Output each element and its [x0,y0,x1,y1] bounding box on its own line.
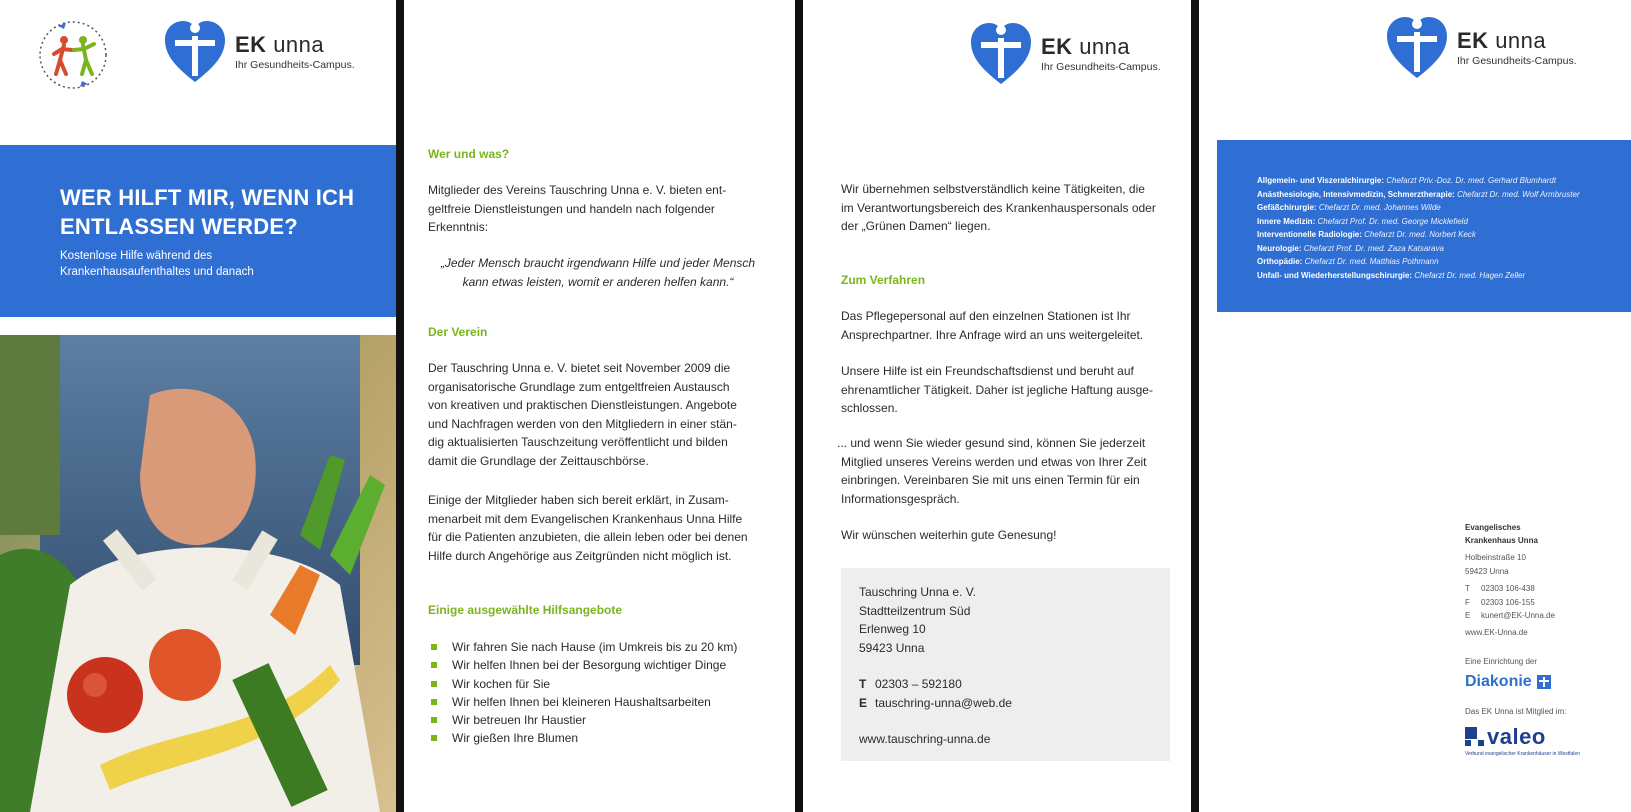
contact-email-row [859,694,1012,713]
chief-physician: Chefarzt Prof. Dr. med. George Micklefield [1317,216,1468,226]
department-row [1257,188,1580,202]
hospital-email-row [1465,609,1580,623]
department-row [1257,215,1580,229]
heart-cross-icon [969,20,1033,86]
valeo-mark-icon [1465,727,1485,747]
headline-line-2: ENTLASSEN WERDE? [60,214,298,239]
procedure-paragraph [841,307,1143,344]
department-row [1257,242,1580,256]
hospital-street: Holbeinstraße 10 [1465,553,1526,562]
verein-line: dig aktualisierten Tauschzeitung veröffentlicht und bilden [428,435,728,449]
hospital-address [1465,522,1580,757]
offers-list [428,638,737,748]
contact-phone: 02303 – 592180 [875,677,962,691]
list-item: Wir helfen Ihnen bei der Besorgung wichtiger Dinge [428,656,737,674]
list-item: Wir fahren Sie nach Hause (im Umkreis bis zu 20 km) [428,638,737,656]
paragraph-line: Mitglied unseres Vereins werden und etwas von Ihrer Zeit [841,454,1147,469]
hospital-fax-row [1465,596,1580,610]
procedure-panel [803,0,1191,812]
list-item: Wir betreuen Ihr Haustier [428,711,737,729]
members-line: Hilfe durch Angehörige aus Zeitgründen nicht möglich ist. [428,548,732,563]
members-line: Einige der Mitglieder haben sich bereit erklärt, in Zusam- [428,493,729,507]
members-line: menarbeit mit dem Evangelischen Krankenhaus Unna Hilfe [428,511,743,526]
tagline: Ihr Gesundheits-Campus. [235,58,355,71]
members-paragraph [428,491,748,565]
hospital-email[interactable]: kunert@EK-Unna.de [1481,611,1555,620]
email-label: E [1465,611,1471,620]
fax-label: F [1465,597,1470,607]
intro-paragraph [428,181,726,237]
info-panel [404,0,795,812]
intro-line: Erkenntnis: [428,220,489,234]
ek-unna-logo [163,18,355,84]
department-row [1257,174,1580,188]
contact-street: Erlenweg 10 [859,622,926,636]
department-name: Unfall- und Wiederherstellungschirurgie: [1257,270,1413,280]
heading-offers: Einige ausgewählte Hilfsangebote [428,603,623,617]
verein-line: von kreativen und praktischen Dienstleistungen. Angebote [428,398,737,412]
brand-light: unna [1079,33,1131,59]
contact-name: Tauschring Unna e. V. [859,585,976,599]
list-item: Wir gießen Ihre Blumen [428,729,737,747]
paragraph-line: der „Grünen Damen“ liegen. [841,219,991,233]
verein-line: damit die Grundlage der Zeittauschbörse. [428,453,649,468]
chief-physician: Chefarzt Dr. med. Norbert Keck [1364,230,1476,239]
verein-line: organisatorische Grundlage zum entgeltfreien Austausch [428,379,730,394]
chief-physician: Chefarzt Dr. med. Johannes Wilde [1318,203,1441,212]
brand-light: unna [273,31,325,57]
paragraph-line: im Verantwortungsbereich des Krankenhauspersonals oder [841,200,1156,215]
cover-title-box [0,145,396,317]
paragraph-line: schlossen. [841,401,898,415]
subline-1: Kostenlose Hilfe während des [60,250,213,262]
valeo-logo [1465,724,1580,750]
valeo-subline: Verbund evangelischer Krankenhäuser in Westfalen [1465,751,1580,757]
intro-line: Mitglieder des Vereins Tauschring Unna e. V. bieten ent- [428,183,727,197]
phone-label: T [1465,584,1470,593]
department-row [1257,201,1580,215]
department-row [1257,228,1580,242]
cover-panel [0,0,396,812]
subline-2: Krankenhausaufenthaltes und danach [60,266,254,278]
paragraph-line: Das Pflegepersonal auf den einzelnen Stationen ist Ihr [841,309,1131,323]
list-item: Wir helfen Ihnen bei kleineren Haushaltsarbeiten [428,693,737,711]
hospital-fax: 02303 106-155 [1481,597,1535,607]
department-name: Orthopädie: [1257,257,1303,266]
hospital-website[interactable]: www.EK-Unna.de [1465,627,1528,637]
contact-website[interactable]: www.tauschring-unna.de [859,732,991,746]
department-name: Gefäßchirurgie: [1257,203,1317,212]
brand-bold: EK [235,31,267,57]
headline-line-1: WER HILFT MIR, WENN ICH [60,185,355,210]
paragraph-line: Unsere Hilfe ist ein Freundschaftsdienst und beruht auf [841,364,1134,378]
heading-procedure: Zum Verfahren [841,273,926,287]
verein-line: Der Tauschring Unna e. V. bietet seit November 2009 die [428,361,731,375]
shopping-bag-photo [0,335,396,812]
contact-email[interactable]: tauschring-unna@web.de [875,695,1012,710]
heart-cross-icon [163,18,227,84]
paragraph-line: einbringen. Vereinbaren Sie mit uns einen Termin für ein [841,473,1140,487]
motto-quote [428,254,768,291]
exclusion-paragraph [841,180,1156,236]
hospital-name-line: Evangelisches [1465,523,1521,532]
chief-physician: Chefarzt Dr. med. Wolf Armbruster [1457,189,1580,199]
list-item: Wir kochen für Sie [428,675,737,693]
departments-box [1217,140,1631,312]
paragraph-line: ... und wenn Sie wieder gesund sind, können Sie jederzeit [837,436,1146,450]
department-name: Allgemein- und Viszeralchirurgie: [1257,176,1384,185]
hospital-name-line: Krankenhaus Unna [1465,535,1538,545]
department-name: Anästhesiologie, Intensivmedizin, Schmerztherapie: [1257,189,1455,199]
brand-bold: EK [1041,33,1073,59]
intro-line: geltfreie Dienstleistungen und handeln nach folgender [428,201,715,216]
department-row [1257,269,1580,283]
chief-physician: Chefarzt Priv.-Doz. Dr. med. Gerhard Blumhardt [1386,176,1557,185]
ek-unna-logo [1385,14,1577,80]
quote-line: kann etwas leisten, womit er anderen helfen kann.“ [462,274,734,289]
verein-paragraph [428,359,737,470]
chief-physician: Chefarzt Dr. med. Matthias Pothmann [1304,257,1439,266]
diakonie-wordmark: Diakonie [1465,672,1532,690]
valeo-wordmark: valeo [1487,724,1546,749]
diakonie-logo [1465,673,1580,691]
facility-of-label: Eine Einrichtung der [1465,657,1538,666]
hospital-phone-row [1465,582,1580,596]
department-row [1257,255,1580,269]
brand-bold: EK [1457,27,1489,53]
liability-paragraph [841,362,1153,418]
paragraph-line: ehrenamtlicher Tätigkeit. Daher ist jegliche Haftung ausge- [841,382,1153,397]
members-line: für die Patienten anzubieten, die allein leben oder bei denen [428,530,748,544]
tauschring-logo [36,18,110,92]
department-name: Neurologie: [1257,243,1302,253]
contact-box [841,568,1170,761]
verein-line: und Nachfragen werden von den Mitgliedern in einer stän- [428,416,737,431]
quote-line: „Jeder Mensch braucht irgendwann Hilfe und jeder Mensch [440,256,756,270]
heading-verein: Der Verein [428,325,488,339]
membership-paragraph [837,434,1147,508]
hospital-phone: 02303 106-438 [1481,584,1535,593]
chief-physician: Chefarzt Prof. Dr. med. Zaza Katsarava [1303,243,1444,253]
tagline: Ihr Gesundheits-Campus. [1041,60,1161,73]
contact-city: 59423 Unna [859,640,925,655]
email-label: E [859,695,868,710]
hospital-city: 59423 Unna [1465,566,1509,576]
heading-who-what: Wer und was? [428,147,510,161]
contact-phone-row [859,675,1012,694]
ek-unna-logo [969,20,1161,86]
phone-label: T [859,677,867,691]
chief-physician: Chefarzt Dr. med. Hagen Zeller [1414,270,1526,280]
heart-cross-icon [1385,14,1449,80]
department-name: Innere Medizin: [1257,216,1316,226]
department-name: Interventionelle Radiologie: [1257,230,1362,239]
tagline: Ihr Gesundheits-Campus. [1457,54,1577,67]
closing-line: Wir wünschen weiterhin gute Genesung! [841,528,1057,542]
brand-light: unna [1495,27,1547,53]
paragraph-line: Wir übernehmen selbstverständlich keine Tätigkeiten, die [841,182,1145,196]
back-panel [1199,0,1631,812]
paragraph-line: Ansprechpartner. Ihre Anfrage wird an uns weitergeleitet. [841,327,1144,342]
paragraph-line: Informationsgespräch. [841,491,960,506]
contact-center: Stadtteilzentrum Süd [859,603,971,618]
diakonie-cross-icon [1537,675,1551,689]
member-of-label: Das EK Unna ist Mitglied im: [1465,706,1567,716]
